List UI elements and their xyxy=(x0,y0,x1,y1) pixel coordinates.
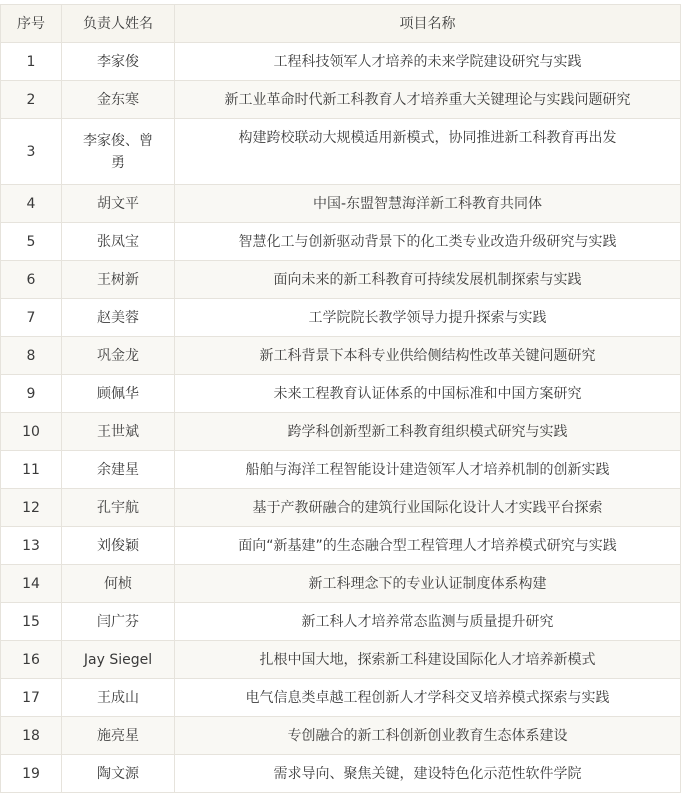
row-project: 电气信息类卓越工程创新人才学科交叉培养模式探索与实践 xyxy=(175,679,681,717)
row-lead: 胡文平 xyxy=(62,185,175,223)
row-project: 新工科背景下本科专业供给侧结构性改革关键问题研究 xyxy=(175,337,681,375)
table-row xyxy=(1,413,681,451)
table-header xyxy=(1,5,681,43)
table-row xyxy=(1,641,681,679)
table-row xyxy=(1,717,681,755)
row-index: 19 xyxy=(1,755,62,793)
table-row xyxy=(1,755,681,793)
row-project: 中国-东盟智慧海洋新工科教育共同体 xyxy=(175,185,681,223)
table-row xyxy=(1,81,681,119)
row-project: 跨学科创新型新工科教育组织模式研究与实践 xyxy=(175,413,681,451)
header-lead: 负责人姓名 xyxy=(62,5,175,43)
row-lead: 闫广芬 xyxy=(62,603,175,641)
row-project: 工学院院长教学领导力提升探索与实践 xyxy=(175,299,681,337)
table-row xyxy=(1,451,681,489)
row-index: 14 xyxy=(1,565,62,603)
table-row xyxy=(1,119,681,185)
row-lead: 施亮星 xyxy=(62,717,175,755)
table-row xyxy=(1,565,681,603)
table-row xyxy=(1,603,681,641)
row-lead: 李家俊、曾勇 xyxy=(62,119,175,185)
row-project: 面向“新基建”的生态融合型工程管理人才培养模式研究与实践 xyxy=(175,527,681,565)
table-row xyxy=(1,223,681,261)
row-index: 15 xyxy=(1,603,62,641)
row-project: 构建跨校联动大规模适用新模式，协同推进新工科教育再出发 xyxy=(175,119,681,185)
row-project: 扎根中国大地，探索新工科建设国际化人才培养新模式 xyxy=(175,641,681,679)
table-row xyxy=(1,679,681,717)
table-row xyxy=(1,337,681,375)
table-row xyxy=(1,299,681,337)
table-row xyxy=(1,43,681,81)
row-lead: 王树新 xyxy=(62,261,175,299)
row-lead: 王世斌 xyxy=(62,413,175,451)
row-lead: 李家俊 xyxy=(62,43,175,81)
row-project: 基于产教研融合的建筑行业国际化设计人才实践平台探索 xyxy=(175,489,681,527)
row-index: 1 xyxy=(1,43,62,81)
row-project: 新工业革命时代新工科教育人才培养重大关键理论与实践问题研究 xyxy=(175,81,681,119)
table-row xyxy=(1,527,681,565)
row-project: 未来工程教育认证体系的中国标准和中国方案研究 xyxy=(175,375,681,413)
table-row xyxy=(1,261,681,299)
row-index: 8 xyxy=(1,337,62,375)
row-lead: 孔宇航 xyxy=(62,489,175,527)
row-project: 专创融合的新工科创新创业教育生态体系建设 xyxy=(175,717,681,755)
row-index: 10 xyxy=(1,413,62,451)
row-index: 6 xyxy=(1,261,62,299)
header-index: 序号 xyxy=(1,5,62,43)
row-index: 9 xyxy=(1,375,62,413)
row-lead: 金东寒 xyxy=(62,81,175,119)
row-project: 新工科理念下的专业认证制度体系构建 xyxy=(175,565,681,603)
row-project: 工程科技领军人才培养的未来学院建设研究与实践 xyxy=(175,43,681,81)
row-project: 面向未来的新工科教育可持续发展机制探索与实践 xyxy=(175,261,681,299)
row-project: 新工科人才培养常态监测与质量提升研究 xyxy=(175,603,681,641)
row-index: 16 xyxy=(1,641,62,679)
row-lead: 余建星 xyxy=(62,451,175,489)
row-project: 智慧化工与创新驱动背景下的化工类专业改造升级研究与实践 xyxy=(175,223,681,261)
row-lead: 刘俊颖 xyxy=(62,527,175,565)
row-project: 船舶与海洋工程智能设计建造领军人才培养机制的创新实践 xyxy=(175,451,681,489)
row-lead: 赵美蓉 xyxy=(62,299,175,337)
table-body xyxy=(1,43,681,793)
row-index: 11 xyxy=(1,451,62,489)
row-lead: Jay Siegel xyxy=(62,641,175,679)
row-lead: 张凤宝 xyxy=(62,223,175,261)
header-project: 项目名称 xyxy=(175,5,681,43)
table-row xyxy=(1,375,681,413)
row-index: 3 xyxy=(1,119,62,185)
row-lead: 何桢 xyxy=(62,565,175,603)
row-lead: 顾佩华 xyxy=(62,375,175,413)
row-index: 5 xyxy=(1,223,62,261)
row-index: 12 xyxy=(1,489,62,527)
row-lead: 巩金龙 xyxy=(62,337,175,375)
row-index: 4 xyxy=(1,185,62,223)
project-table xyxy=(0,4,681,793)
row-index: 2 xyxy=(1,81,62,119)
table-row xyxy=(1,185,681,223)
row-lead: 王成山 xyxy=(62,679,175,717)
row-index: 18 xyxy=(1,717,62,755)
row-index: 17 xyxy=(1,679,62,717)
row-project: 需求导向、聚焦关键，建设特色化示范性软件学院 xyxy=(175,755,681,793)
row-index: 13 xyxy=(1,527,62,565)
table-row xyxy=(1,489,681,527)
row-lead: 陶文源 xyxy=(62,755,175,793)
header-row xyxy=(1,5,681,43)
row-index: 7 xyxy=(1,299,62,337)
